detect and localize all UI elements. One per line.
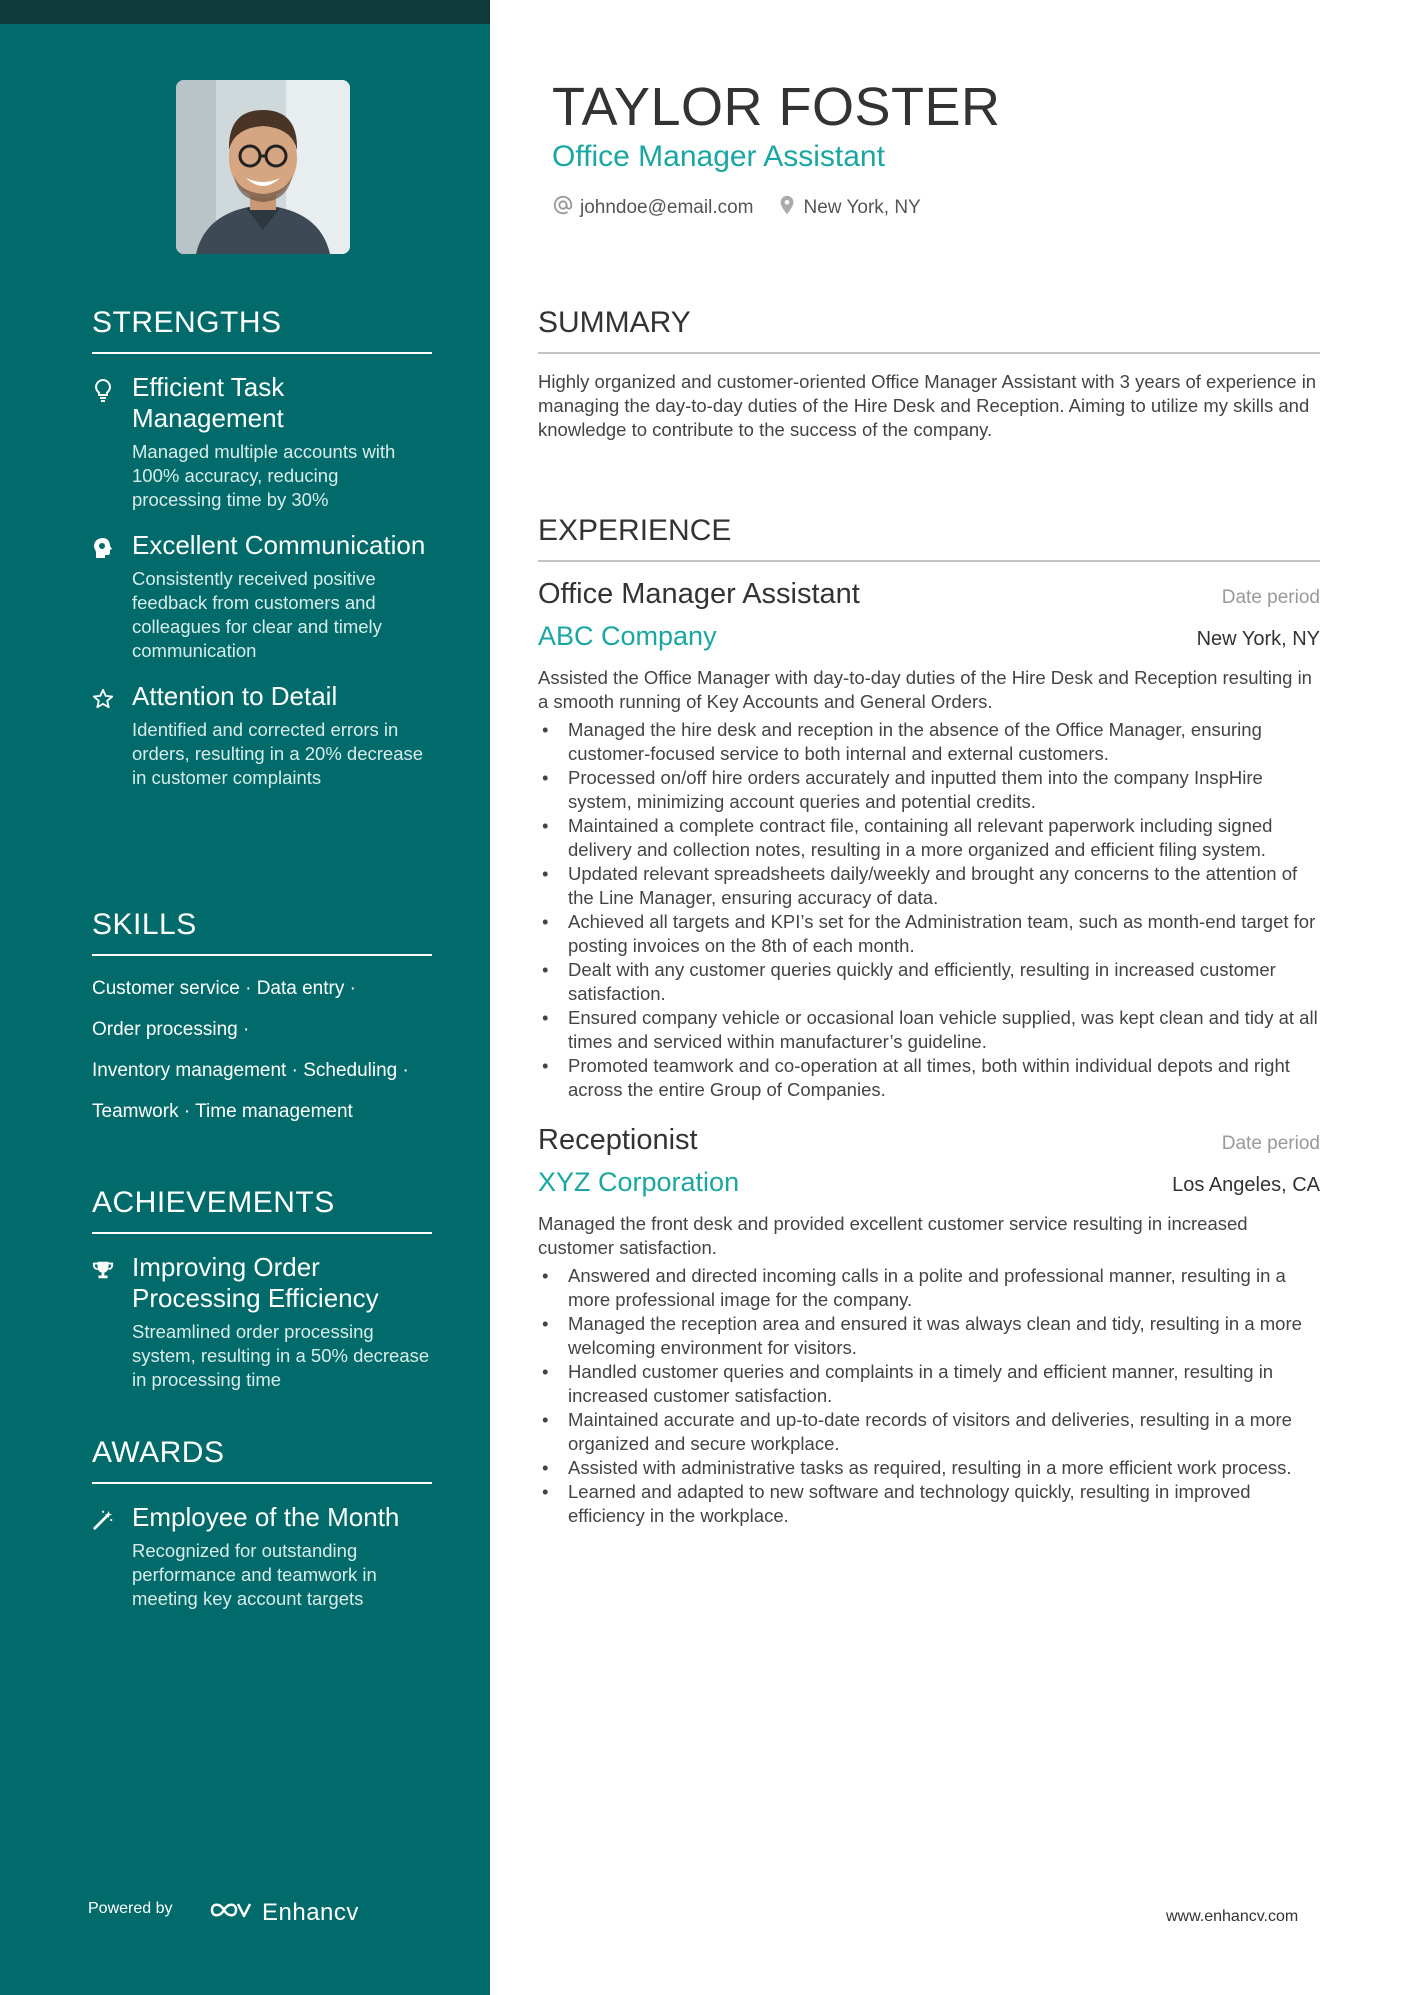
skills-line: Teamwork · Time management	[92, 1101, 353, 1122]
job-bullet: • Ensured company vehicle or occasional loan vehicle supplied, was kept clean and tidy at all times and serviced within manufacturer’s guideline.	[538, 1006, 1320, 1054]
achievement-description: Streamlined order processing system, resulting in a 50% decrease in processing time	[132, 1321, 430, 1390]
job-date: Date period	[1221, 587, 1320, 608]
achievement-item	[92, 1252, 432, 1392]
job-location: New York, NY	[1196, 628, 1320, 650]
job-bullets	[538, 718, 1320, 1102]
job-bullet: • Answered and directed incoming calls in a polite and professional manner, resulting in a more professional image for the company.	[538, 1264, 1320, 1312]
lightbulb-icon	[92, 378, 114, 402]
strength-description: Managed multiple accounts with 100% accuracy, reducing processing time by 30%	[132, 441, 396, 510]
awards-title: AWARDS	[92, 1436, 432, 1484]
job-bullet: • Managed the hire desk and reception in the absence of the Office Manager, ensuring customer-focused service to both internal and external customers.	[538, 718, 1320, 766]
enhancv-logo-icon	[208, 1898, 252, 1927]
achievements-title: ACHIEVEMENTS	[92, 1186, 432, 1234]
achievement-title: Improving Order Processing Efficiency	[132, 1252, 379, 1313]
strength-title: Efficient Task Management	[132, 372, 285, 433]
strengths-title: STRENGTHS	[92, 306, 432, 354]
experience-section	[538, 514, 1320, 1528]
award-item	[92, 1502, 432, 1611]
location-pin-icon	[776, 194, 798, 222]
job-bullet: • Updated relevant spreadsheets daily/weekly and brought any concerns to the attention of the Line Manager, ensuring accuracy of data.	[538, 862, 1320, 910]
powered-by-label: Powered by	[88, 1900, 173, 1917]
job-entry	[538, 578, 1320, 1102]
star-icon	[92, 687, 114, 711]
skills-list	[92, 968, 432, 1132]
job-title: Office Manager Assistant	[538, 578, 860, 610]
job-description: Managed the front desk and provided excellent customer service resulting in increased customer satisfaction.	[538, 1213, 1248, 1258]
magic-wand-icon	[92, 1508, 114, 1532]
strength-description: Consistently received positive feedback from customers and colleagues for clear and timely communication	[132, 568, 382, 661]
skills-line: Order processing ·	[92, 1019, 250, 1040]
job-bullet: • Dealt with any customer queries quickly and efficiently, resulting in increased customer satisfaction.	[538, 958, 1320, 1006]
achievements-section	[92, 1186, 432, 1392]
job-bullet: • Maintained a complete contract file, containing all relevant paperwork including signed delivery and collection notes, resulting in a more organized and efficient filing system.	[538, 814, 1320, 862]
strengths-section	[92, 306, 432, 790]
job-title: Receptionist	[538, 1124, 698, 1156]
experience-title: EXPERIENCE	[538, 514, 1320, 562]
brand-logo[interactable]	[208, 1898, 359, 1927]
sidebar-top-bar	[0, 0, 490, 24]
job-bullet: • Assisted with administrative tasks as required, resulting in a more efficient work process.	[538, 1456, 1320, 1480]
job-description: Assisted the Office Manager with day-to-day duties of the Hire Desk and Reception resulting in a smooth running of Key Accounts and General Orders.	[538, 667, 1312, 712]
job-bullet: • Handled customer queries and complaints in a timely and efficient manner, resulting in increased customer satisfaction.	[538, 1360, 1320, 1408]
job-company: XYZ Corporation	[538, 1167, 740, 1197]
contact-info	[552, 194, 921, 222]
profile-photo	[176, 80, 350, 254]
strength-description: Identified and corrected errors in orders, resulting in a 20% decrease in customer complaints	[132, 719, 424, 788]
candidate-name: TAYLOR FOSTER	[552, 77, 1001, 137]
location-contact	[776, 194, 921, 222]
candidate-role: Office Manager Assistant	[552, 140, 885, 173]
sidebar	[0, 0, 490, 1995]
job-date: Date period	[1221, 1133, 1320, 1154]
footer-url-link[interactable]: www.enhancv.com	[1166, 1908, 1299, 1925]
summary-title: SUMMARY	[538, 306, 1320, 354]
email-text: johndoe@email.com	[580, 197, 754, 218]
job-location: Los Angeles, CA	[1172, 1174, 1320, 1196]
strength-item	[92, 681, 432, 790]
job-bullet: • Processed on/off hire orders accurately and inputted them into the company InspHire system, minimizing account queries and potential credits.	[538, 766, 1320, 814]
strength-title: Excellent Communication	[132, 530, 426, 560]
job-bullet: • Learned and adapted to new software and technology quickly, resulting in improved efficiency in the workplace.	[538, 1480, 1320, 1528]
job-bullet: • Managed the reception area and ensured it was always clean and tidy, resulting in a more welcoming environment for visitors.	[538, 1312, 1320, 1360]
summary-text: Highly organized and customer-oriented Office Manager Assistant with 3 years of experience in managing the day-to-day duties of the Hire Desk and Reception. Aiming to utilize my skills and knowledge to contribute to the success of the company.	[538, 371, 1317, 440]
job-bullet: • Achieved all targets and KPI’s set for the Administration team, such as month-end target for posting invoices on the 8th of each month.	[538, 910, 1320, 958]
summary-section	[538, 306, 1320, 442]
email-contact[interactable]	[552, 194, 754, 222]
at-icon	[552, 194, 574, 222]
job-company: ABC Company	[538, 621, 717, 651]
awards-section	[92, 1436, 432, 1611]
job-bullet: • Promoted teamwork and co-operation at all times, both within individual depots and right across the entire Group of Companies.	[538, 1054, 1320, 1102]
skills-line: Inventory management · Scheduling ·	[92, 1060, 409, 1081]
job-bullets	[538, 1264, 1320, 1528]
skills-line: Customer service · Data entry ·	[92, 978, 356, 999]
job-bullet: • Maintained accurate and up-to-date records of visitors and deliveries, resulting in a more organized and secure workplace.	[538, 1408, 1320, 1456]
skills-title: SKILLS	[92, 908, 432, 956]
job-entry	[538, 1124, 1320, 1528]
strength-item	[92, 372, 432, 512]
location-text: New York, NY	[803, 197, 921, 218]
head-icon	[92, 536, 114, 560]
skills-section	[92, 908, 432, 1132]
award-description: Recognized for outstanding performance and teamwork in meeting key account targets	[132, 1540, 377, 1609]
strength-item	[92, 530, 432, 663]
award-title: Employee of the Month	[132, 1502, 400, 1532]
strength-title: Attention to Detail	[132, 681, 338, 711]
brand-name: Enhancv	[262, 1898, 359, 1926]
trophy-icon	[92, 1258, 114, 1282]
